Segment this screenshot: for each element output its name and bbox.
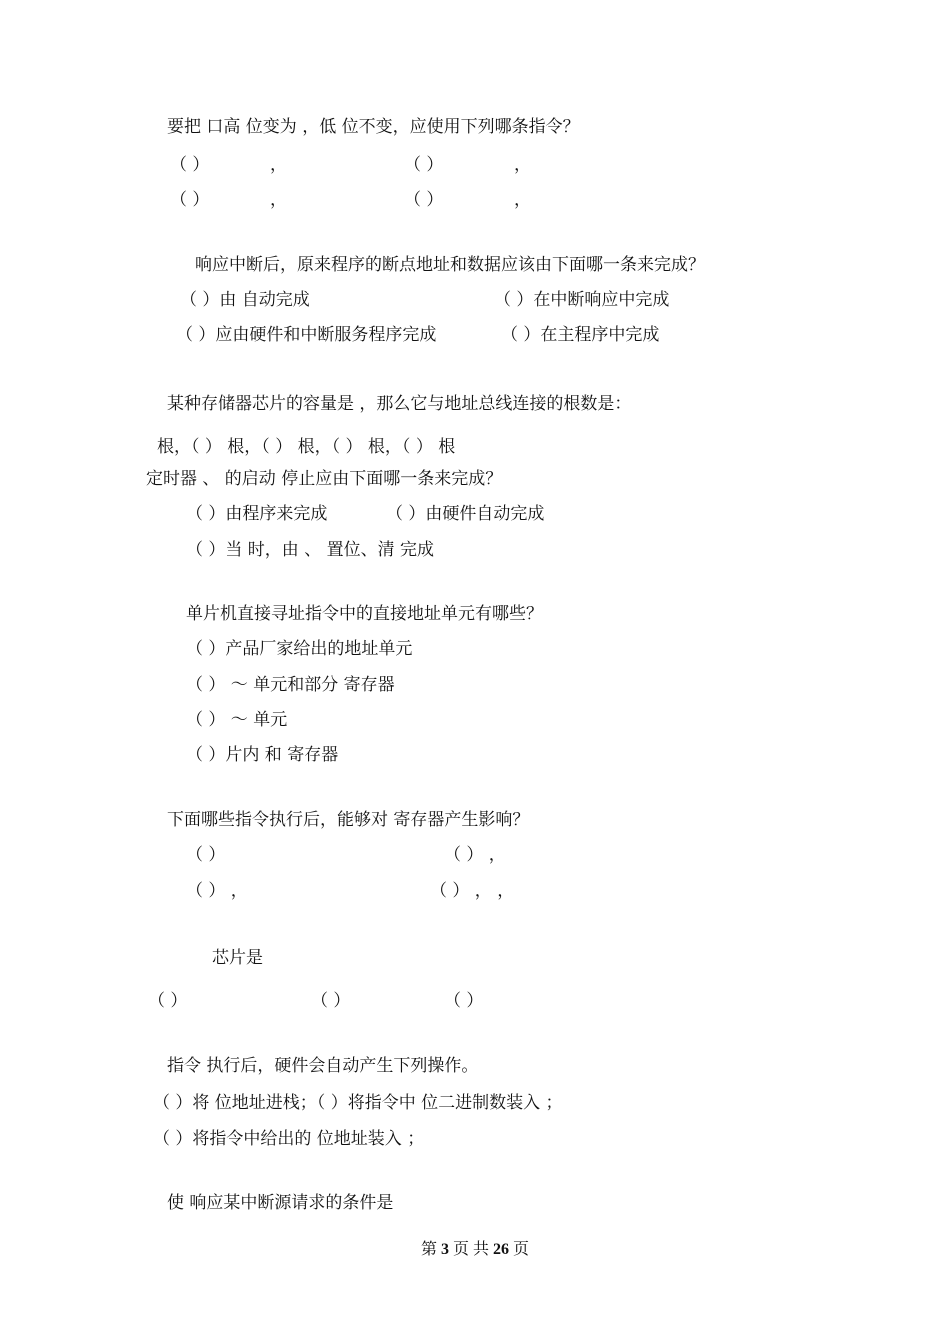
q6-option-d: （ ） ， ， xyxy=(430,881,515,901)
q1-stem: 要把 口高 位变为 ，低 位不变，应使用下列哪条指令？ xyxy=(167,117,580,137)
q8-option-b: （ ）将指令中给出的 位地址装入 ； xyxy=(153,1129,425,1149)
q6-option-b: （ ） ， xyxy=(444,845,506,865)
q5-option-d: （ ）片内 和 寄存器 xyxy=(186,745,339,765)
q1-option-c: （ ） xyxy=(170,190,210,210)
q6-stem: 下面哪些指令执行后，能够对 寄存器产生影响？ xyxy=(167,810,530,830)
q1-option-b: （ ） xyxy=(404,155,444,175)
q6-option-c: （ ） ， xyxy=(186,881,248,901)
page-footer xyxy=(0,1236,950,1259)
q1-option-d-comma: ， xyxy=(514,190,531,210)
footer-mid: 页 共 xyxy=(452,1241,489,1258)
q3-stem: 某种存储器芯片的容量是 ，那么它与地址总线连接的根数是： xyxy=(167,394,632,414)
q7-option-c: （ ） xyxy=(444,991,484,1011)
footer-total-pages: 26 xyxy=(493,1241,509,1258)
q5-option-a: （ ）产品厂家给出的地址单元 xyxy=(186,639,413,659)
q5-option-c: （ ） ～ 单元 xyxy=(186,710,288,730)
q1-option-c-comma: ， xyxy=(270,190,287,210)
q7-option-a: （ ） xyxy=(148,991,188,1011)
q4-option-b: （ ）由硬件自动完成 xyxy=(386,504,545,524)
q5-option-b: （ ） ～ 单元和部分 寄存器 xyxy=(186,675,395,695)
q1-option-a: （ ） xyxy=(170,155,210,175)
q6-option-a: （ ） xyxy=(186,845,226,865)
footer-current-page: 3 xyxy=(440,1241,449,1258)
footer-prefix: 第 xyxy=(420,1241,437,1258)
q7-stem: 芯片是 xyxy=(212,948,263,968)
q2-option-c: （ ）应由硬件和中断服务程序完成 xyxy=(176,325,437,345)
q9-stem: 使 响应某中断源请求的条件是 xyxy=(167,1193,394,1213)
q8-stem: 指令 执行后，硬件会自动产生下列操作。 xyxy=(167,1056,479,1076)
q2-option-b: （ ）在中断响应中完成 xyxy=(494,290,670,310)
q1-option-d: （ ） xyxy=(404,190,444,210)
q8-option-a: （ ）将 位地址进栈；（ ）将指令中 位二进制数装入 ； xyxy=(153,1093,563,1113)
q1-option-a-comma: ， xyxy=(270,155,287,175)
q5-stem: 单片机直接寻址指令中的直接地址单元有哪些？ xyxy=(186,604,543,624)
q4-option-c: （ ）当 时，由 、 置位、清 完成 xyxy=(186,540,435,560)
q7-option-b: （ ） xyxy=(311,991,351,1011)
q2-option-d: （ ）在主程序中完成 xyxy=(501,325,660,345)
q3-options: 根，（ ） 根，（ ） 根，（ ） 根，（ ） 根 xyxy=(157,437,456,457)
q2-option-a: （ ）由 自动完成 xyxy=(180,290,310,310)
footer-suffix: 页 xyxy=(513,1241,530,1258)
q2-stem: 响应中断后，原来程序的断点地址和数据应该由下面哪一条来完成？ xyxy=(195,255,705,275)
q1-option-b-comma: ， xyxy=(514,155,531,175)
q4-stem: 定时器 、 的启动 停止应由下面哪一条来完成？ xyxy=(146,469,503,489)
q4-option-a: （ ）由程序来完成 xyxy=(186,504,328,524)
